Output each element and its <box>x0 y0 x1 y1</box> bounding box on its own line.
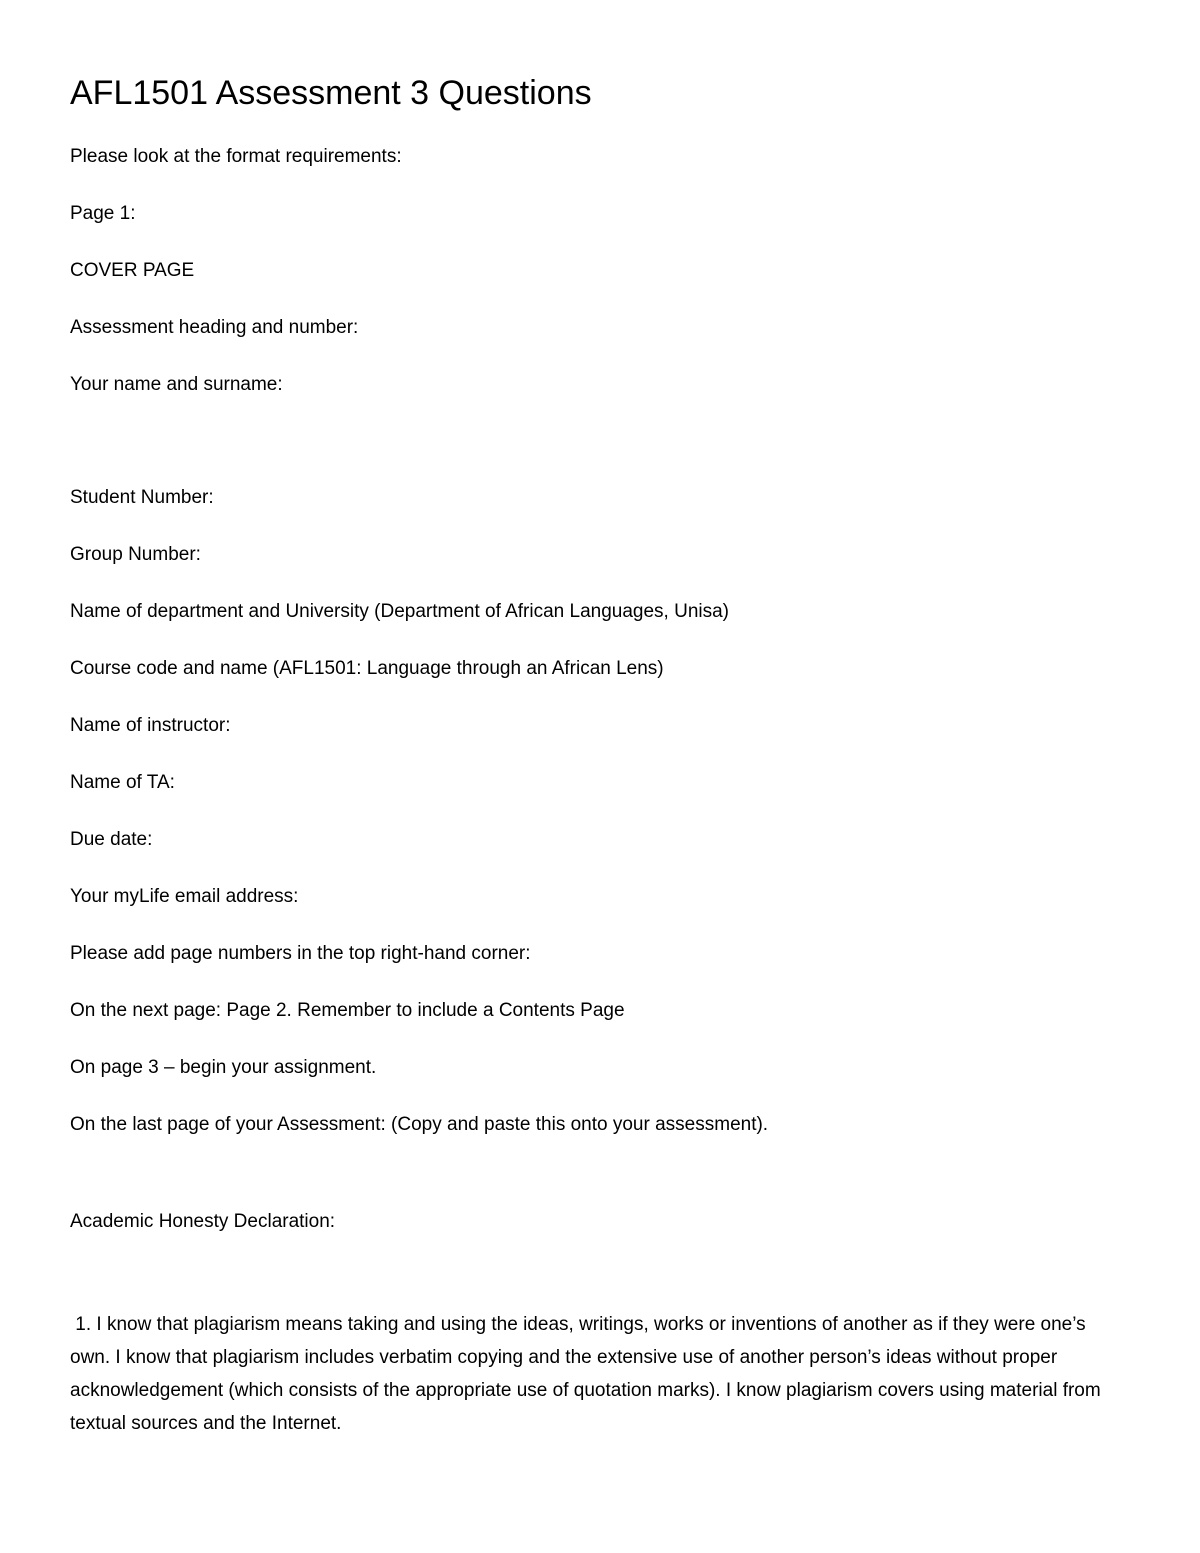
last-page-instruction: On the last page of your Assessment: (Copy and paste this onto your assessment). <box>70 1114 769 1135</box>
declaration-heading: Academic Honesty Declaration: <box>70 1211 336 1232</box>
page-1-label: Page 1: <box>70 203 136 224</box>
page-numbers-instruction: Please add page numbers in the top right-hand corner: <box>70 943 531 964</box>
email-field: Your myLife email address: <box>70 886 299 907</box>
document-title: AFL1501 Assessment 3 Questions <box>70 74 592 112</box>
name-surname-field: Your name and surname: <box>70 374 283 395</box>
instructor-field: Name of instructor: <box>70 715 231 736</box>
student-number-field: Student Number: <box>70 487 214 508</box>
format-requirements-intro: Please look at the format requirements: <box>70 146 402 167</box>
department-university-field: Name of department and University (Department of African Languages, Unisa) <box>70 601 729 622</box>
contents-page-instruction: On the next page: Page 2. Remember to include a Contents Page <box>70 1000 625 1021</box>
group-number-field: Group Number: <box>70 544 201 565</box>
declaration-paragraph: 1. I know that plagiarism means taking and using the ideas, writings, works or inventions of another as if they were one’s own. I know that plagiarism includes verbatim copying and the extensive use of another person’s ideas without proper acknowledgement (which consists of the appropriate use of quotation marks). I know plagiarism covers using material from textual sources and the Internet. <box>70 1314 1106 1434</box>
course-code-field: Course code and name (AFL1501: Language through an African Lens) <box>70 658 664 679</box>
cover-page-label: COVER PAGE <box>70 260 195 281</box>
assessment-heading-field: Assessment heading and number: <box>70 317 359 338</box>
due-date-field: Due date: <box>70 829 153 850</box>
begin-assignment-instruction: On page 3 – begin your assignment. <box>70 1057 377 1078</box>
ta-field: Name of TA: <box>70 772 175 793</box>
